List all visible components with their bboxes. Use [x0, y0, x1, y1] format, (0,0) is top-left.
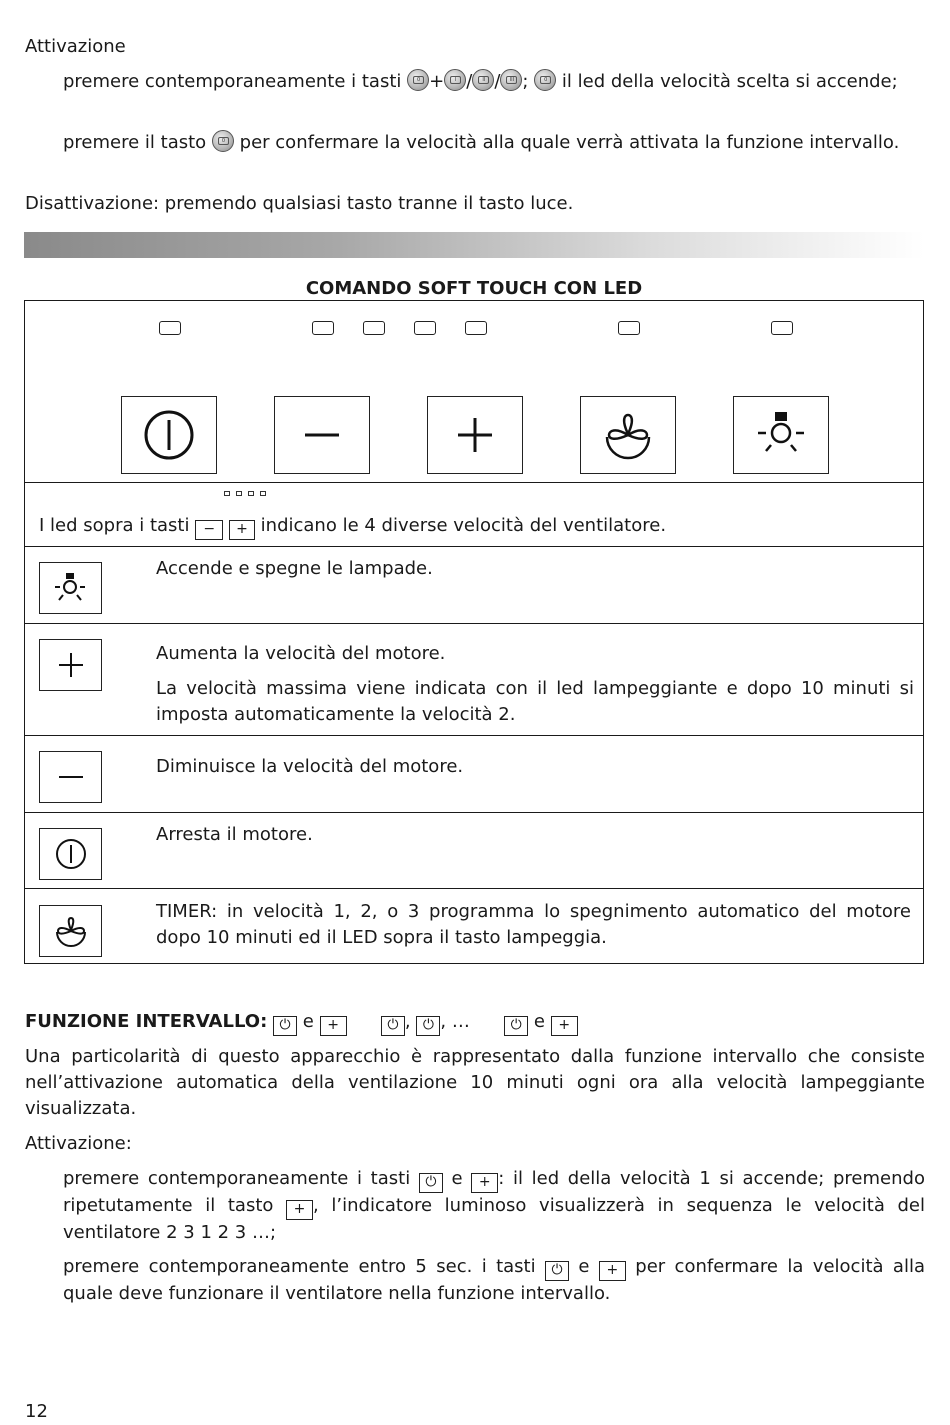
speed1-round-icon: I: [444, 69, 466, 91]
row-minus-text: Diminuisce la velocità del motore.: [156, 756, 464, 777]
p1-text-b: : il led della velocità 1 si accende; premendo ripetutamente il tasto: [63, 1168, 925, 1216]
power-icon: [122, 397, 218, 475]
speed2-round-icon: II: [472, 69, 494, 91]
led-note: [39, 513, 666, 540]
interval-intro: Una particolarità di questo apparecchio è rappresentato dalla funzione intervallo che consiste nell’attivazione automatica della ventilazione 10 minuti ogni ora alla velocità lampeggiante visualizzata.: [25, 1046, 925, 1119]
and-text: e: [451, 1168, 463, 1189]
p2-text-a: premere contemporaneamente entro 5 sec. i tasti: [63, 1256, 536, 1277]
minus-key-small: [39, 751, 102, 803]
light-key[interactable]: [733, 396, 829, 474]
power-key-small: [39, 828, 102, 880]
row-plus-text-2: La velocità massima viene indicata con il led lampeggiante e dopo 10 minuti si imposta automaticamente la velocità 2.: [156, 678, 914, 725]
page-number: 12: [25, 1401, 48, 1422]
power-small-icon: ⏻: [504, 1016, 528, 1036]
fan-key-small: [39, 905, 102, 957]
plus-icon: [40, 640, 102, 690]
light-icon: [734, 397, 830, 475]
led-note-text-b: indicano le 4 diverse velocità del ventilatore.: [260, 515, 667, 536]
plus-small-icon: +: [286, 1200, 313, 1220]
led-indicator: [465, 321, 487, 335]
power-small-icon: ⏻: [545, 1261, 569, 1281]
minus-icon: [40, 752, 102, 802]
light-key-small: [39, 562, 102, 614]
minus-key[interactable]: [274, 396, 370, 474]
panel-title: COMANDO SOFT TOUCH CON LED: [305, 278, 643, 299]
speed3-round-icon: III: [500, 69, 522, 91]
and-text: e: [533, 1011, 545, 1032]
plus-small-icon: +: [320, 1016, 347, 1036]
row-plus-text: Aumenta la velocità del motore.: [156, 643, 446, 664]
step1-text-b: il led della velocità scelta si accende;: [561, 71, 898, 92]
interval-step-1: [63, 1166, 925, 1246]
fan-timer-key[interactable]: [580, 396, 676, 474]
led-indicator: [363, 321, 385, 335]
deactivation-text: Disattivazione: premendo qualsiasi tasto tranne il tasto luce.: [25, 193, 574, 214]
interval-heading: FUNZIONE INTERVALLO:: [25, 1011, 268, 1032]
power-key[interactable]: [121, 396, 217, 474]
minus-small-icon: −: [195, 520, 223, 540]
led-indicator: [771, 321, 793, 335]
led-note-text-a: I led sopra i tasti: [39, 515, 190, 536]
control-panel-table: [24, 300, 924, 964]
and-text: e: [578, 1256, 590, 1277]
p2-text-b: per confermare la velocità alla quale deve funzionare il ventilatore nella funzione intervallo.: [63, 1256, 925, 1304]
step2-text-a: premere il tasto: [63, 132, 207, 153]
led-indicator: [159, 321, 181, 335]
led-indicator: [312, 321, 334, 335]
plus-small-icon: +: [551, 1016, 578, 1036]
interval-activation-heading: Attivazione:: [25, 1133, 132, 1154]
p1-text-c: , l’indicatore luminoso visualizzerà in sequenza le velocità del ventilatore 2 3 1 2 3 …;: [63, 1195, 926, 1243]
step2-text-b: per confermare la velocità alla quale verrà attivata la funzione intervallo.: [239, 132, 900, 153]
p1-text-a: premere contemporaneamente i tasti: [63, 1168, 411, 1189]
power-small-icon: ⏻: [273, 1016, 297, 1036]
light-icon: [40, 563, 102, 613]
led-indicator: [618, 321, 640, 335]
tiny-led-icon: [224, 491, 230, 496]
plus-key-small: [39, 639, 102, 691]
plus-icon: [428, 397, 524, 475]
activation-step-1: premere contemporaneamente i tasti 0 + I / II / III ; 0 il led della velocità scelta si accende;: [63, 71, 898, 92]
activation-step-2: [63, 130, 925, 156]
interval-step-2: [63, 1254, 925, 1307]
and-text: e: [302, 1011, 314, 1032]
comma-text: ,: [404, 1011, 411, 1032]
minus-icon: [275, 397, 371, 475]
interval-heading-line: [25, 1009, 578, 1036]
plus-key[interactable]: [427, 396, 523, 474]
section-divider-bar: [24, 232, 924, 258]
row-power-text: Arresta il motore.: [156, 824, 313, 845]
row-fan-text: TIMER: in velocità 1, 2, o 3 programma lo spegnimento automatico del motore dopo 10 minuti ed il LED sopra il tasto lampeggia.: [156, 901, 911, 948]
row-light-text: Accende e spegne le lampade.: [156, 558, 433, 579]
fan-icon: [581, 397, 677, 475]
tiny-led-icon: [236, 491, 242, 496]
led-indicator: [414, 321, 436, 335]
power-icon: [40, 829, 102, 879]
stop-round-icon: 0: [212, 130, 234, 152]
plus-small-icon: +: [471, 1173, 498, 1193]
power-small-icon: ⏻: [416, 1016, 440, 1036]
tiny-led-icon: [260, 491, 266, 496]
step1-text-a: premere contemporaneamente i tasti: [63, 71, 402, 92]
stop-round-icon: 0: [534, 69, 556, 91]
fan-icon: [40, 906, 102, 956]
activation-heading: Attivazione: [25, 36, 126, 57]
plus-small-icon: +: [229, 520, 255, 540]
ellipsis-text: , …: [440, 1011, 470, 1032]
power-small-icon: ⏻: [381, 1016, 405, 1036]
power-small-icon: ⏻: [419, 1173, 443, 1193]
stop-round-icon: 0: [407, 69, 429, 91]
plus-small-icon: +: [599, 1261, 626, 1281]
tiny-led-icon: [248, 491, 254, 496]
